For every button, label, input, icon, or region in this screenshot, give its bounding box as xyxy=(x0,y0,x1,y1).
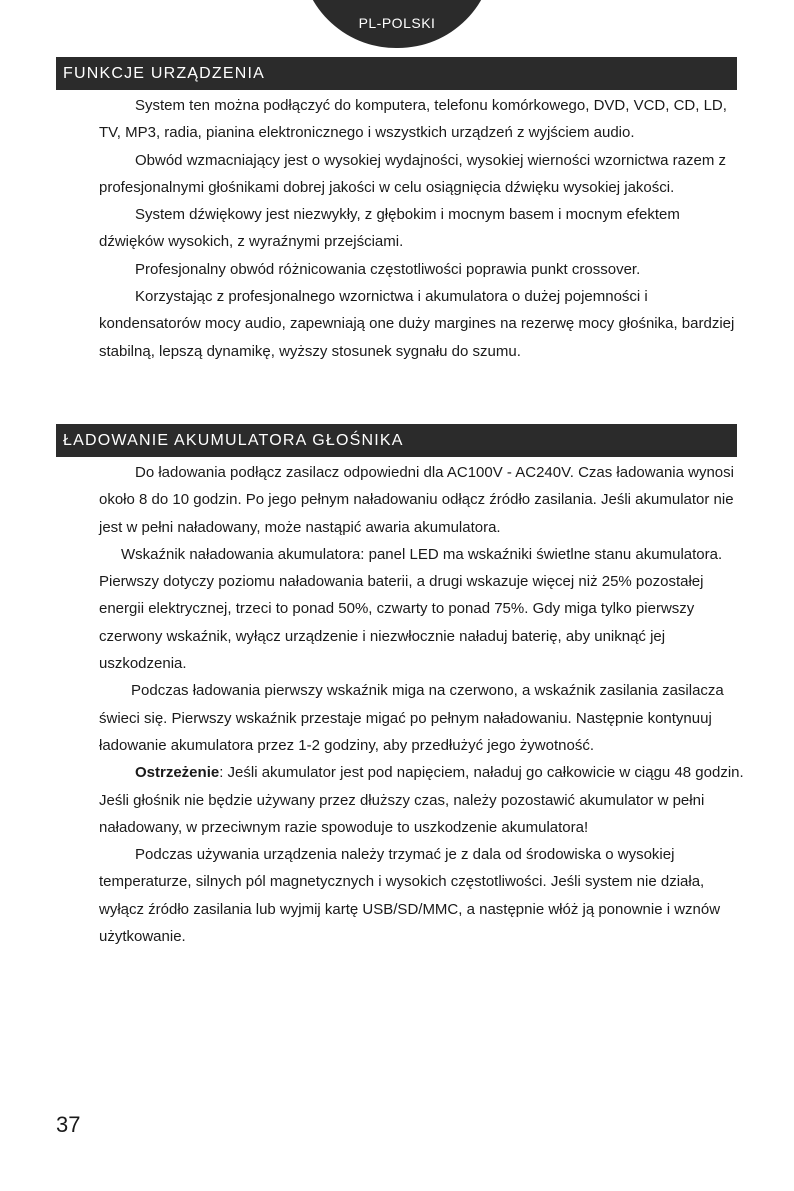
section-title: FUNKCJE URZĄDZENIA xyxy=(63,65,266,82)
section-body-battery-charging xyxy=(99,459,749,950)
language-tab xyxy=(300,0,494,48)
warning-paragraph xyxy=(99,759,749,841)
paragraph: System dźwiękowy jest niezwykły, z głębokim i mocnym basem i mocnym efektem dźwięków wysokich, z wyraźnymi przejściami. xyxy=(99,206,680,251)
paragraph: Wskaźnik naładowania akumulatora: panel LED ma wskaźniki świetlne stanu akumulatora. Pierwszy dotyczy poziomu naładowania baterii, a drugi wskazuje więcej niż 25% pozostałej energii elektrycznej, trzeci to ponad 50%, czwarty to ponad 75%. Gdy miga tylko pierwszy czerwony wskaźnik, wyłącz urządzenie i niezwłocznie naładuj baterię, aby uniknąć jej uszkodzenia. xyxy=(99,545,723,673)
paragraph: System ten można podłączyć do komputera, telefonu komórkowego, DVD, VCD, CD, LD, TV, MP3, radia, pianina elektronicznego i wszystkich urządzeń z wyjściem audio. xyxy=(99,97,727,142)
paragraph: Obwód wzmacniający jest o wysokiej wydajności, wysokiej wierności wzornictwa razem z profesjonalnymi głośnikami dobrej jakości w celu osiągnięcia dźwięku wysokiej jakości. xyxy=(99,151,727,196)
paragraph: Podczas używania urządzenia należy trzymać je z dala od środowiska o wysokiej temperaturze, silnych pól magnetycznych i wysokich częstotliwości. Jeśli system nie działa, wyłącz źródło zasilania lub wyjmij kartę USB/SD/MMC, a następnie włóż ją ponownie i wznów użytkowanie. xyxy=(99,846,721,946)
paragraph: Profesjonalny obwód różnicowania częstotliwości poprawia punkt crossover. xyxy=(135,260,641,278)
paragraph: Korzystając z profesjonalnego wzornictwa i akumulatora o dużej pojemności i kondensatorów mocy audio, zapewniają one duży margines na rezerwę mocy głośnika, bardziej stabilną, lepszą dynamikę, wyższy stosunek sygnału do szumu. xyxy=(99,288,735,360)
section-body-features xyxy=(99,92,749,365)
language-tab-label: PL-POLSKI xyxy=(358,15,436,31)
section-header-features xyxy=(56,57,737,90)
page-number: 37 xyxy=(56,1112,81,1137)
warning-label: Ostrzeżenie xyxy=(135,764,220,782)
paragraph: Do ładowania podłącz zasilacz odpowiedni dla AC100V - AC240V. Czas ładowania wynosi około 8 do 10 godzin. Po jego pełnym naładowaniu odłącz źródło zasilania. Jeśli akumulator nie jest w pełni naładowany, może nastąpić awaria akumulatora. xyxy=(99,464,734,536)
paragraph: Podczas ładowania pierwszy wskaźnik miga na czerwono, a wskaźnik zasilania zasilacza świeci się. Pierwszy wskaźnik przestaje migać po pełnym naładowaniu. Następnie kontynuuj ładowanie akumulatora przez 1-2 godziny, aby przedłużyć jego żywotność. xyxy=(99,682,724,754)
section-header-battery-charging xyxy=(56,424,737,457)
section-title: ŁADOWANIE AKUMULATORA GŁOŚNIKA xyxy=(63,432,404,449)
warning-text: : Jeśli akumulator jest pod napięciem, naładuj go całkowicie w ciągu 48 godzin. Jeśli głośnik nie będzie używany przez dłuższy czas, należy pozostawić akumulator w pełni naładowany, w przeciwnym razie spowoduje to uszkodzenie akumulatora! xyxy=(99,764,744,836)
